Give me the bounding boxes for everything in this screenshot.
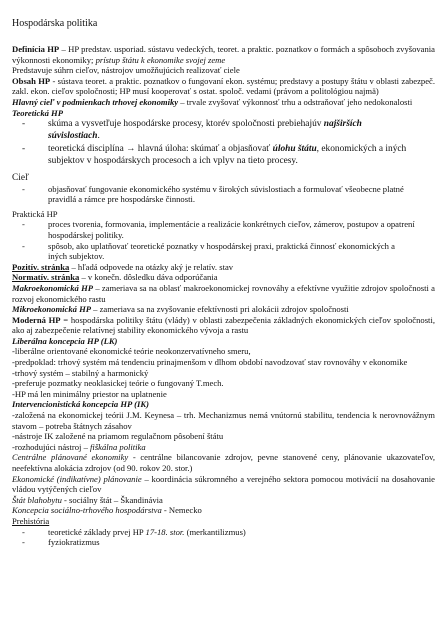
intervencionisticka-line: -založená na ekonomickej teórii J.M. Keynesa – trh. Mechanizmus nemá vnútornú stabilitu, tendencia k nerovnovážnym stavom – potreba štátnych zásahov <box>12 410 435 431</box>
rozhodujuci-text: -rozhodujúci nástroj – <box>12 441 91 452</box>
prakticka-heading: Praktická HP <box>12 208 58 219</box>
normativ-label: Normatív. stránka <box>12 272 80 283</box>
liberalna-line: -predpoklad: trhový systém má tendenciu prinajmenšom v dlhom období navodzovať stav rovnováhy v ekonomike <box>12 357 408 368</box>
indikativne-paragraph <box>12 474 435 495</box>
prehistoria-item1-text: teoretické základy prvej HP <box>48 526 146 537</box>
pozitiv-label: Pozitív. stránka <box>12 261 70 272</box>
koncepcia-italic: Koncepcia sociálno-trhového hospodárstva <box>12 505 162 516</box>
prehistoria-heading: Prehistória <box>12 515 50 526</box>
definicia-italic: prístup štátu k ekonomike svojej zeme <box>95 54 226 65</box>
moderna-label: Moderná HP <box>12 314 61 325</box>
teoreticka-item1-text: skúma a vysvetľuje hospodárske procesy, ktorév spoločnosti prebiehajúv <box>48 119 324 130</box>
koncepcia-text: - Nemecko <box>161 505 202 516</box>
hlavny-ciel-label: Hlavný cieľ v podmienkach trhovej ekonomiky <box>12 96 179 107</box>
mikro-label: Mikroekonomická HP <box>12 304 92 315</box>
teoreticka-list <box>12 118 435 167</box>
ciel-list <box>12 184 435 205</box>
obsah-label: Obsah HP <box>12 75 51 86</box>
hlavny-ciel-paragraph <box>12 97 435 108</box>
normativ-line <box>12 272 435 283</box>
centralne-paragraph <box>12 452 435 473</box>
definicia-paragraph <box>12 44 435 65</box>
list-item: - fyziokratizmus <box>12 537 435 548</box>
list-item: - objasňovať fungovanie ekonomického systému v širokých súvislostiach a formulovať všeobecne platné pravidlá a rámce pre hospodárske činnosti. <box>12 184 435 205</box>
koncepcia-line <box>12 505 435 516</box>
hlavny-ciel-text: – trvale zvyšovať výkonnosť trhu a odstraňovať jeho nedokonalosti <box>178 96 413 107</box>
pozitiv-line <box>12 262 435 273</box>
blahobyt-italic: Štát blahobytu <box>12 494 62 505</box>
indikativne-text: – koordinácia súkromného a verejného sektora pomocou motivácií na dosahovanie vládou vytýčených cieľov <box>12 473 435 495</box>
centralne-text: - centrálne bilancovanie zdrojov, pevne stanovené ceny, plánovanie ukazovateľov, neefektívna alokácia zdrojov (od 90. rokov 20. stor.) <box>12 452 435 473</box>
rozhodujuci-italic: fiškálna politika <box>90 441 146 452</box>
makro-paragraph <box>12 283 435 304</box>
prakticka-list <box>12 219 435 261</box>
teoreticka-item1-emph: najširších súvislostiach <box>48 119 362 142</box>
mikro-text: – zameriava sa na zvyšovanie efektívnosti pri alokácii zdrojov spoločnosti <box>91 304 349 315</box>
makro-label: Makroekonomická HP <box>12 282 94 293</box>
list-item: - proces tvorenia, formovania, implementácie a realizácie konkrétnych cieľov, zámerov, postupov a opatrení hospodárskej politiky. <box>12 219 435 240</box>
liberalna-heading: Liberálna koncepcia HP (LK) <box>12 335 118 346</box>
list-item <box>12 143 435 167</box>
mikro-paragraph <box>12 304 435 315</box>
liberalna-line: -HP má len minimálny priestor na uplatnenie <box>12 388 167 399</box>
prehistoria-item1-end: (merkantilizmus) <box>184 526 246 537</box>
liberalna-line: -liberálne orientované ekonomické teórie neokonzervatívneho smeru, <box>12 346 251 357</box>
prehistoria-list <box>12 527 435 548</box>
teoreticka-heading: Teoretická HP <box>12 107 63 118</box>
teoreticka-item2-text: teoretická disciplína → hlavná úloha: skúmať a objasňovať <box>48 143 273 154</box>
intervencionisticka-line: -nástroje IK založené na priamom regulačnom pôsobení štátu <box>12 431 224 442</box>
blahobyt-line <box>12 495 435 506</box>
moderna-text: = hospodárska politiky štátu (vlády) v oblasti zabezpečenia základných ekonomických cieľov spoločnosti, ako aj zabezpečenie relatívnej stability ekonomického vývoja a rastu <box>12 314 435 336</box>
definicia-text: – HP predstav. usporiad. sústavu vedeckých, teoret. a praktic. poznatkov o formách a spôsoboch zvyšovania výkonnosti ekonomiky; <box>12 44 435 65</box>
teoreticka-item2-emph: úlohu štátu <box>272 143 317 154</box>
obsah-paragraph <box>12 76 435 97</box>
makro-text: – zameriava sa na oblasť makroekonomickej rovnováhy a efektívne využitie zdrojov spoločnosti a rozvoj ekonomického rastu <box>12 282 435 304</box>
liberalna-line: -preferuje pozmatky neoklasickej teórie o fungovaný T.mech. <box>12 378 224 389</box>
teoreticka-item1-end: . <box>97 131 100 142</box>
intervencionisticka-line <box>12 442 435 453</box>
moderna-paragraph <box>12 315 435 336</box>
list-item: - spôsob, ako uplatňovať teoretické poznatky v hospodárskej praxi, praktická činnosť ekonomických a iných subjektov. <box>12 241 435 262</box>
list-item <box>12 118 435 142</box>
ciel-heading: Cieľ <box>12 172 29 183</box>
teoreticka-item2-end: , ekonomických a iných subjektov v hospodárskych procesoch a ich vplyv na tieto procesy. <box>48 143 407 166</box>
document-title: Hospodárska politika <box>12 18 98 29</box>
intervencionisticka-heading: Intervencionistická koncepcia HP (IK) <box>12 399 149 410</box>
normativ-text: – v konečn. dôsledku dáva odporúčania <box>79 272 218 283</box>
definicia-label: Definícia HP <box>12 44 60 54</box>
predstavuje-line: Predstavuje súhrn cieľov, nástrojov umožňujúcich realizovať ciele <box>12 65 240 76</box>
prehistoria-item1-italic: 17-18. stor. <box>145 526 185 537</box>
pozitiv-text: – hľadá odpovede na otázky aký je relatív. stav <box>69 261 234 272</box>
liberalna-line: -trhový systém – stabilný a harmonický <box>12 367 149 378</box>
obsah-text: - sústava teoret. a praktic. poznatkov o fungovaní ekon. systému; predstavy a postupy štátu v oblasti zabezpeč. zakl. ekon. cieľov spoločnosti; HP musí kooperovať s ostat. spoloč. vedami (právom a politológiou najmä) <box>12 75 436 97</box>
centralne-italic: Centrálne plánované ekonomiky <box>12 452 129 463</box>
indikativne-italic: Ekonomické (indikatívne) plánovanie <box>12 473 142 484</box>
list-item <box>12 527 435 538</box>
blahobyt-text: - sociálny štát – Škandinávia <box>61 494 163 505</box>
